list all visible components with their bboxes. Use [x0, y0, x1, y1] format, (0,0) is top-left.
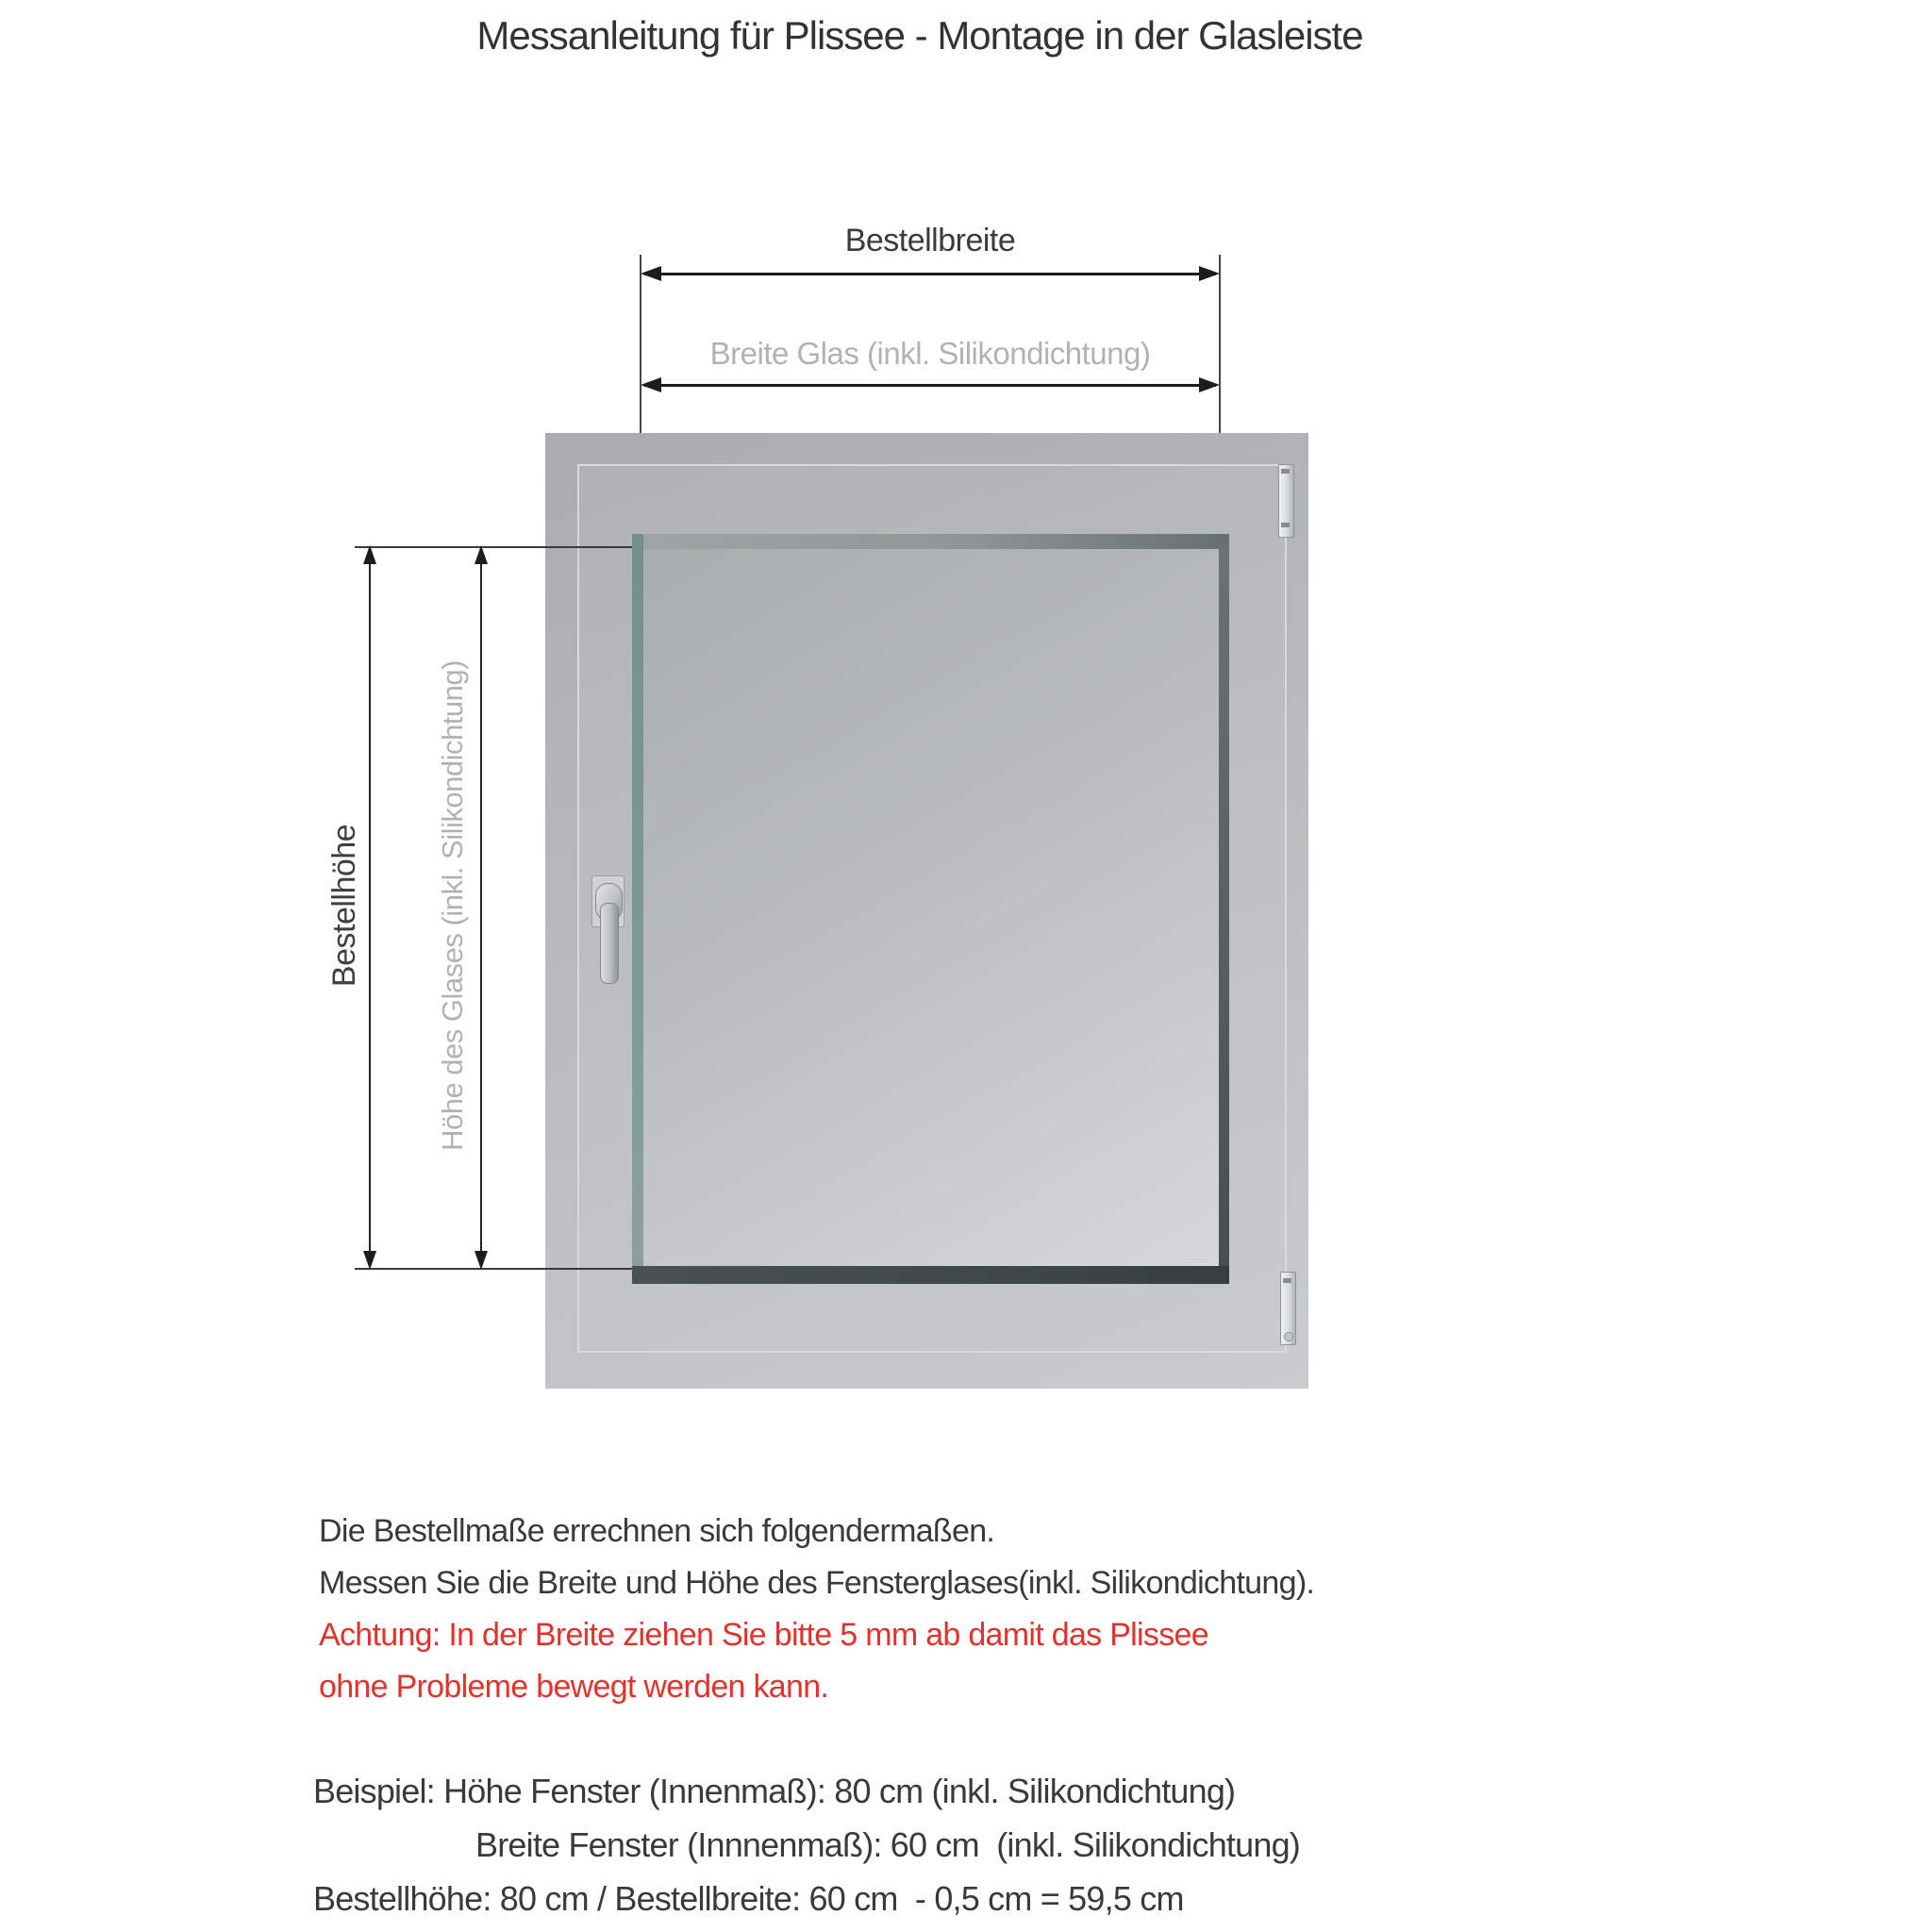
- window-hinge-bottom: [1280, 1272, 1296, 1345]
- arrow-left-head-icon: [641, 377, 661, 392]
- glass-width-arrow: [641, 377, 1220, 393]
- instruction-line: Die Bestellmaße errechnen sich folgendermaßen.: [319, 1513, 995, 1549]
- order-height-arrow: [363, 545, 376, 1270]
- example-line: Breite Fenster (Innnenmaß): 60 cm (inkl. Silikondichtung): [475, 1825, 1300, 1864]
- glass-height-arrow: [475, 545, 488, 1270]
- hinge-pin-mark: [1281, 469, 1290, 474]
- order-width-arrow: [641, 266, 1220, 282]
- window-frame: [545, 433, 1308, 1389]
- instruction-line: Messen Sie die Breite und Höhe des Fensterglases(inkl. Silikondichtung).: [319, 1565, 1315, 1601]
- window-hinge-top: [1278, 464, 1294, 538]
- arrow-right-head-icon: [1199, 377, 1220, 392]
- order-width-label: Bestellbreite: [844, 223, 1016, 258]
- hinge-pin-dot: [1284, 1332, 1293, 1341]
- glazing-bead-left: [632, 534, 643, 1271]
- hinge-pin-mark: [1281, 523, 1290, 527]
- arrow-right-head-icon: [1199, 266, 1220, 281]
- glazing-bead-bottom: [632, 1266, 1229, 1284]
- warning-line: ohne Probleme bewegt werden kann.: [319, 1669, 829, 1705]
- window-glass: [643, 549, 1219, 1266]
- hinge-pin-mark: [1283, 1278, 1291, 1283]
- arrow-up-head-icon: [363, 545, 376, 564]
- glass-width-arrow-line: [644, 384, 1216, 387]
- glass-width-label: Breite Glas (inkl. Silikondichtung): [709, 336, 1151, 371]
- window-handle-lever: [600, 903, 619, 984]
- example-line: Bestellhöhe: 80 cm / Bestellbreite: 60 cm - 0,5 cm = 59,5 cm: [313, 1879, 1184, 1918]
- height-connector-line-bottom: [355, 1268, 632, 1270]
- example-line: Beispiel: Höhe Fenster (Innenmaß): 80 cm (inkl. Silikondichtung): [313, 1772, 1236, 1810]
- example-block: [313, 1764, 1681, 1925]
- arrow-down-head-icon: [363, 1251, 376, 1270]
- height-connector-line-top: [355, 546, 632, 548]
- order-width-arrow-line: [644, 273, 1216, 275]
- glass-height-arrow-line: [480, 549, 482, 1266]
- arrow-left-head-icon: [641, 266, 661, 281]
- page-title: Messanleitung für Plissee - Montage in der Glasleiste: [476, 13, 1363, 58]
- order-height-label: Bestellhöhe: [326, 824, 362, 988]
- glass-height-label: Höhe des Glases (inkl. Silikondichtung): [436, 660, 469, 1151]
- arrow-up-head-icon: [475, 545, 488, 564]
- warning-line: Achtung: In der Breite ziehen Sie bitte 5 mm ab damit das Plissee: [319, 1617, 1208, 1653]
- order-height-arrow-line: [369, 549, 371, 1266]
- instructions-block: [319, 1506, 1640, 1713]
- arrow-down-head-icon: [475, 1251, 488, 1270]
- glazing-bead-right: [1219, 545, 1229, 1274]
